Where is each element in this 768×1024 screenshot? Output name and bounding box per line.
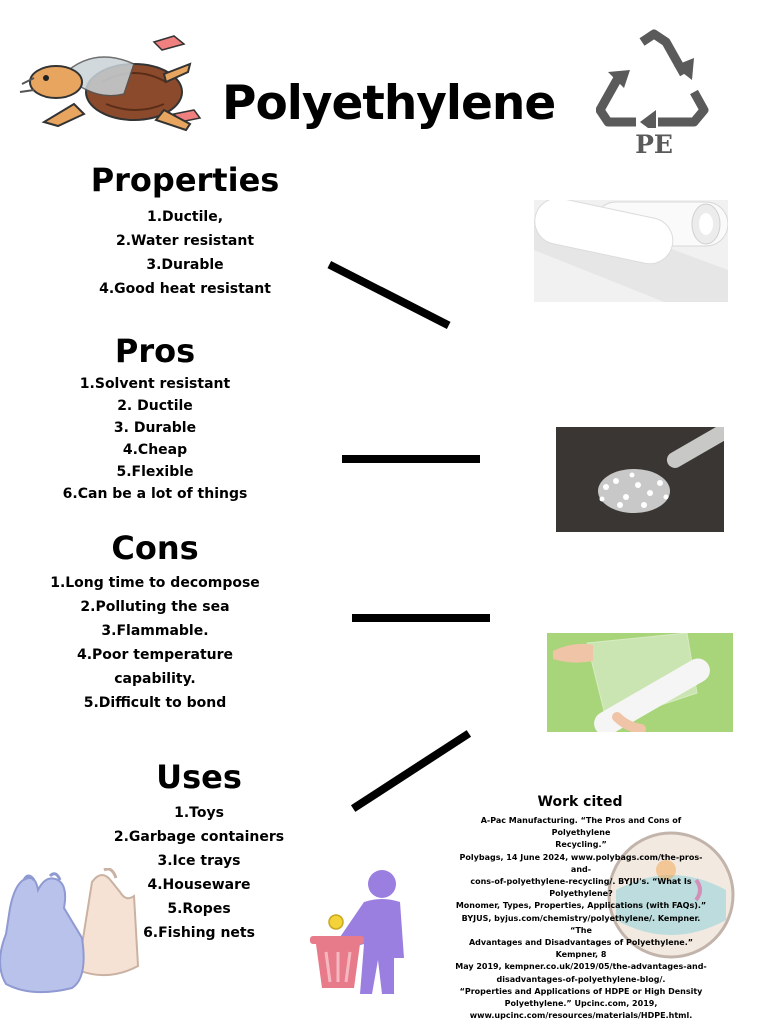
citation-line: cons-of-polyethylene-recycling/. BYJU's. “What Is xyxy=(470,877,692,887)
citation-line: Monomer, Types, Properties, Applications (with FAQs).” xyxy=(455,901,707,911)
page-title: Polyethylene xyxy=(222,76,556,131)
list-item: 1.Toys xyxy=(174,805,224,821)
citation-line: A-Pac Manufacturing. “The Pros and Cons of Polyethylene xyxy=(480,816,682,838)
cons-heading: Cons xyxy=(111,529,199,567)
list-item: 1.Ductile, xyxy=(146,209,224,225)
citation-line: www.upcinc.com/resources/materials/HDPE.html. xyxy=(469,1011,693,1021)
citation-line: Polyethylene? xyxy=(549,889,613,899)
list-item: 4.Poor temperature xyxy=(76,647,234,663)
list-item: capability. xyxy=(114,671,196,687)
list-item: 1.Solvent resistant xyxy=(79,376,231,392)
pros-heading: Pros xyxy=(114,332,196,370)
recycle-code-label: PE xyxy=(635,130,673,159)
connector-line-properties xyxy=(327,261,450,329)
pros-list xyxy=(30,373,280,505)
citation-line: “Properties and Applications of HDPE or High Density xyxy=(459,986,703,996)
properties-list xyxy=(60,205,310,301)
citation-line: Advantages and Disadvantages of Polyethylene.” Kempner, 8 xyxy=(468,938,694,960)
citation-line: disadvantages-of-polyethylene-blog/. xyxy=(496,974,666,984)
trash-bin-illustration xyxy=(306,866,422,994)
list-item: 2. Ductile xyxy=(117,398,193,414)
citation-line: Polybags, 14 June 2024, www.polybags.com/the-pros-and- xyxy=(459,852,703,874)
sea-turtle-illustration xyxy=(14,34,214,134)
list-item: 3. Durable xyxy=(113,420,197,436)
polyethylene-film-photo xyxy=(547,633,733,732)
citation-line: Recycling.” xyxy=(555,840,607,850)
properties-heading: Properties xyxy=(90,161,280,199)
list-item: 5.Difficult to bond xyxy=(83,695,227,711)
polyethylene-granules-photo xyxy=(556,427,724,532)
list-item: 2.Garbage containers xyxy=(113,829,285,845)
cons-list xyxy=(20,571,290,715)
list-item: 6.Can be a lot of things xyxy=(62,486,248,502)
connector-line-pros xyxy=(342,455,480,463)
list-item: 4.Cheap xyxy=(122,442,188,458)
list-item: 5.Flexible xyxy=(116,464,194,480)
list-item: 4.Houseware xyxy=(147,877,251,893)
list-item: 5.Ropes xyxy=(167,901,231,917)
citation-line: BYJUS, byjus.com/chemistry/polyethylene/. Kempner. “The xyxy=(461,913,701,935)
list-item: 2.Polluting the sea xyxy=(80,599,230,615)
list-item: 3.Durable xyxy=(146,257,224,273)
list-item: 4.Good heat resistant xyxy=(99,281,271,297)
recycle-icon xyxy=(596,28,712,128)
uses-heading: Uses xyxy=(156,758,242,796)
connector-line-cons xyxy=(352,614,490,622)
list-item: 1.Long time to decompose xyxy=(50,575,260,591)
work-cited-body xyxy=(452,815,710,1022)
citation-line: Polyethylene.” Upcinc.com, 2019, xyxy=(504,999,658,1009)
list-item: 3.Ice trays xyxy=(157,853,241,869)
plastic-bags-illustration xyxy=(0,868,160,998)
list-item: 3.Flammable. xyxy=(101,623,209,639)
polyethylene-rods-photo xyxy=(534,200,728,302)
list-item: 2.Water resistant xyxy=(115,233,255,249)
citation-line: May 2019, kempner.co.uk/2019/05/the-advantages-and- xyxy=(455,962,707,972)
list-item: 6.Fishing nets xyxy=(143,925,255,941)
work-cited-heading: Work cited xyxy=(537,794,623,810)
connector-line-uses xyxy=(351,730,471,812)
